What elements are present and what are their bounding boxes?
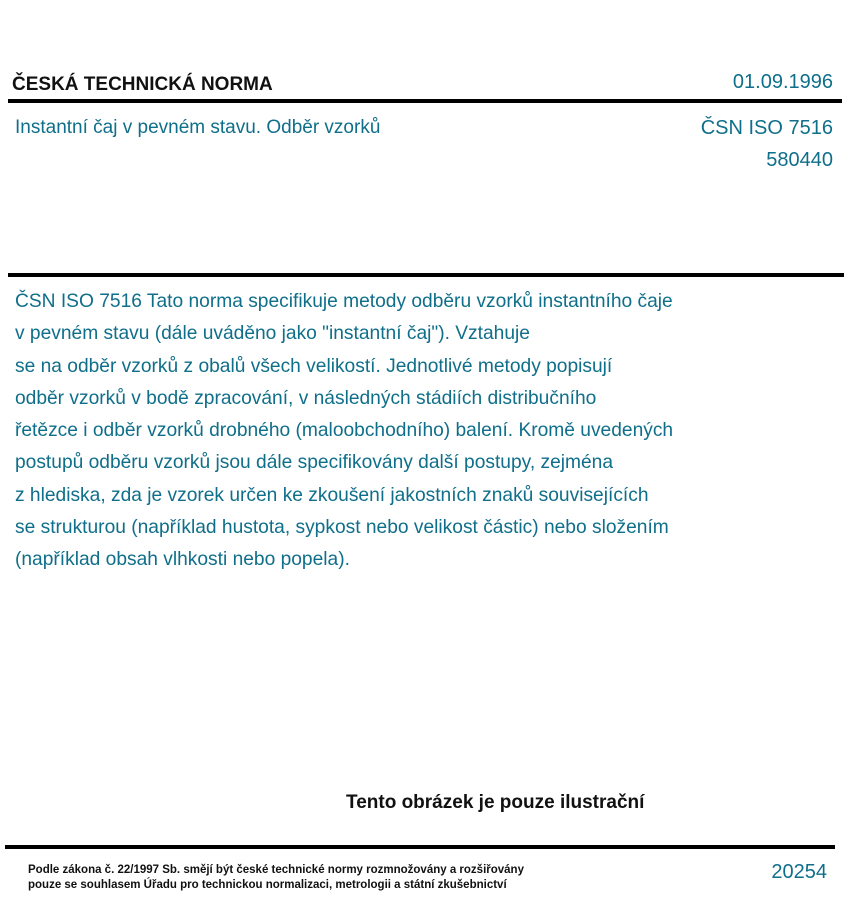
document-number: 20254 — [771, 861, 827, 883]
abstract-line: v pevném stavu (dále uváděno jako "instantní čaj"). Vztahuje — [15, 323, 530, 345]
classification-number: 580440 — [766, 149, 833, 171]
publication-date: 01.09.1996 — [732, 71, 833, 93]
abstract-line: se na odběr vzorků z obalů všech velikostí. Jednotlivé metody popisují — [15, 355, 613, 377]
legal-notice-line: pouze se souhlasem Úřadu pro technickou normalizaci, metrologii a státní zkušebnictví — [28, 879, 507, 891]
legal-notice — [28, 863, 524, 893]
legal-notice-line: Podle zákona č. 22/1997 Sb. smějí být české technické normy rozmnožovány a rozšiřovány — [28, 864, 524, 876]
abstract-line: z hlediska, zda je vzorek určen ke zkoušení jakostních znaků souvisejících — [15, 484, 649, 506]
abstract-line: odběr vzorků v bodě zpracování, v následných stádiích distribučního — [15, 387, 597, 409]
bottom-divider — [5, 845, 835, 849]
standard-code: ČSN ISO 7516 — [700, 117, 833, 139]
middle-divider — [8, 273, 844, 277]
abstract-text — [15, 286, 775, 577]
abstract-line: postupů odběru vzorků jsou dále specifikovány další postupy, zejména — [15, 452, 614, 474]
document-title: Instantní čaj v pevném stavu. Odběr vzorků — [15, 117, 381, 138]
standard-heading: ČESKÁ TECHNICKÁ NORMA — [12, 74, 273, 95]
illustration-notice: Tento obrázek je pouze ilustrační — [346, 792, 645, 813]
abstract-line: se strukturou (například hustota, sypkost nebo velikost částic) nebo složením — [15, 517, 669, 539]
top-divider — [8, 99, 842, 103]
abstract-line: (například obsah vlhkosti nebo popela). — [15, 549, 350, 571]
abstract-line: řetězce i odběr vzorků drobného (maloobchodního) balení. Kromě uvedených — [15, 420, 674, 442]
abstract-line: ČSN ISO 7516 Tato norma specifikuje metody odběru vzorků instantního čaje — [15, 291, 673, 312]
